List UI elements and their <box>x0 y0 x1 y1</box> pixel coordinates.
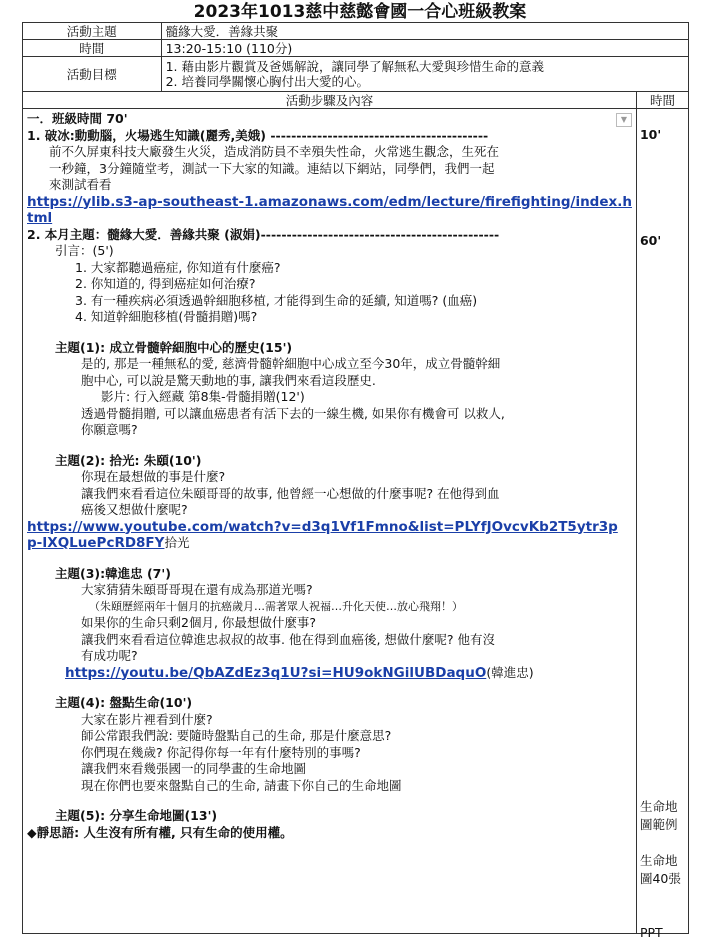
topic5-title: 主題(5): 分享生命地圖(13') <box>55 808 218 823</box>
topic3-note: （朱頤歷經兩年十個月的抗癌歲月…需著眾人祝福…升化天使…放心飛翔！） <box>89 599 463 613</box>
time-item1: 10' <box>639 127 662 142</box>
topic2-text: 癌後又想做什麼呢? <box>81 502 188 517</box>
link2-suffix: 拾光 <box>164 535 190 550</box>
goal-cell <box>161 57 688 92</box>
note-map-example-2: 圖範例 <box>639 817 678 832</box>
topic4-text: 師公常跟我們說: 要隨時盤點自己的生命, 那是什麼意思? <box>81 728 392 743</box>
topic4-text: 大家在影片裡看到什麼? <box>81 711 213 727</box>
topic2-title: 主題(2): 拾光: 朱頤(10') <box>55 452 202 468</box>
item1-text: 來測試看看 <box>49 177 112 192</box>
topic2-text: 你現在最想做的事是什麼? <box>81 469 226 484</box>
goal-1: 1. 藉由影片觀賞及爸媽解說，讓同學了解無私大愛與珍惜生命的意義 <box>165 59 544 74</box>
goal-label: 活動目標 <box>23 57 162 92</box>
topic4-text: 現在你們也要來盤點自己的生命, 請畫下你自己的生命地圖 <box>81 777 402 793</box>
goal-2: 2. 培養同學關懷心胸付出大愛的心。 <box>165 74 369 89</box>
topic4-title: 主題(4): 盤點生命(10') <box>55 695 193 710</box>
youtube-link-han[interactable]: https://youtu.be/QbAZdEz3q1U?si=HU9okNGilUBDaquO <box>65 664 487 681</box>
topic1-text: 胞中心, 可以說是驚天動地的事, 讓我們來看這段歷史. <box>81 372 376 388</box>
theme-label: 活動主題 <box>23 23 162 40</box>
topic3-text: 大家猜猜朱頤哥哥現在還有成為那道光嗎? <box>81 582 313 597</box>
item1-title: 1. 破冰:動動腦，火場逃生知識(麗秀,美娥) ------------------------------------------ <box>27 127 489 143</box>
lesson-plan-table <box>22 22 689 940</box>
time-column-header: 時間 <box>636 92 688 109</box>
time-label: 時間 <box>23 40 162 57</box>
item1-text: 前不久屏東科技大廠發生火災，造成消防員不幸殞失性命，火常逃生觀念，生死在 <box>49 144 500 159</box>
page-title: 2023年1013慈中慈懿會國一合心班級教案 <box>193 2 527 22</box>
firefighting-link-cont[interactable]: tml <box>27 210 53 226</box>
youtube-link-zhuyi-cont[interactable]: p-IXQLuePcRD8FY <box>27 535 165 551</box>
dropdown-icon[interactable]: ▼ <box>616 113 632 127</box>
question-3: 3. 有一種疾病必須透過幹細胞移植, 才能得到生命的延續, 知道嗎? (血癌) <box>75 292 478 308</box>
time-item2: 60' <box>639 233 662 248</box>
topic4-text: 你們現在幾歲? 你記得你每一年有什麼特別的事嗎? <box>81 744 361 760</box>
topic2-text: 讓我們來看看這位朱頤哥哥的故事, 他曾經一心想做的什麼事呢? 在他得到血 <box>81 485 500 501</box>
question-1: 1. 大家都聽過癌症, 你知道有什麼癌? <box>75 259 281 275</box>
section-heading: 一．班級時間 70' <box>27 111 128 126</box>
youtube-link-zhuyi[interactable]: https://www.youtube.com/watch?v=d3q1Vf1Fmno&list=PLYfJOvcvKb2T5ytr3p <box>27 518 618 535</box>
topic1-video: 影片: 行入經藏 第8集-骨髓捐贈(12') <box>101 389 305 404</box>
topic4-text: 讓我們來看幾張國一的同學畫的生命地圖 <box>81 761 307 776</box>
jingsi-quote: ◆靜思語: 人生沒有所有權, 只有生命的使用權。 <box>27 824 293 840</box>
steps-header: 活動步驟及內容 <box>23 92 637 109</box>
steps-content <box>23 109 637 934</box>
time-column <box>636 109 688 940</box>
note-map-count-2: 圖40張 <box>639 871 681 886</box>
item1-text: 一秒鐘，3分鐘隨堂考，測試一下大家的知識。連結以下網站，同學們，我們一起 <box>49 160 495 176</box>
note-map-example: 生命地 <box>639 799 678 814</box>
question-2: 2. 你知道的, 得到癌症如何治療? <box>75 276 256 291</box>
intro-heading: 引言：(5') <box>55 243 114 258</box>
topic1-text: 透過骨髓捐贈, 可以讓血癌患者有活下去的一線生機, 如果你有機會可 以救人, <box>81 405 505 421</box>
theme-value: 髓緣大愛．善緣共聚 <box>161 23 688 40</box>
link3-suffix: (韓進忠) <box>486 664 534 680</box>
time-value: 13:20-15:10 (110分) <box>161 40 688 57</box>
topic1-text: 是的, 那是一種無私的愛, 慈濟骨髓幹細胞中心成立至今30年，成立骨髓幹細 <box>81 356 501 371</box>
note-ppt: PPT <box>639 925 663 940</box>
item2-title: 2. 本月主題：髓緣大愛．善緣共聚 (淑娟)---------------------------------------------- <box>27 226 500 242</box>
topic3-title: 主題(3):韓進忠 (7') <box>55 565 171 581</box>
note-map-count: 生命地 <box>639 853 678 868</box>
topic1-text: 你願意嗎? <box>81 422 138 437</box>
question-4: 4. 知道幹細胞移植(骨髓捐贈)嗎? <box>75 309 258 324</box>
topic3-text: 讓我們來看看這位韓進忠叔叔的故事. 他在得到血癌後, 想做什麼呢? 他有沒 <box>81 631 496 647</box>
topic3-text: 如果你的生命只剩2個月, 你最想做什麼事? <box>81 615 317 630</box>
firefighting-link[interactable]: https://ylib.s3-ap-southeast-1.amazonaws.com/edm/lecture/firefighting/index.h <box>27 193 632 210</box>
topic3-text: 有成功呢? <box>81 648 138 663</box>
topic1-title: 主題(1): 成立骨髓幹細胞中心的歷史(15') <box>55 339 293 355</box>
